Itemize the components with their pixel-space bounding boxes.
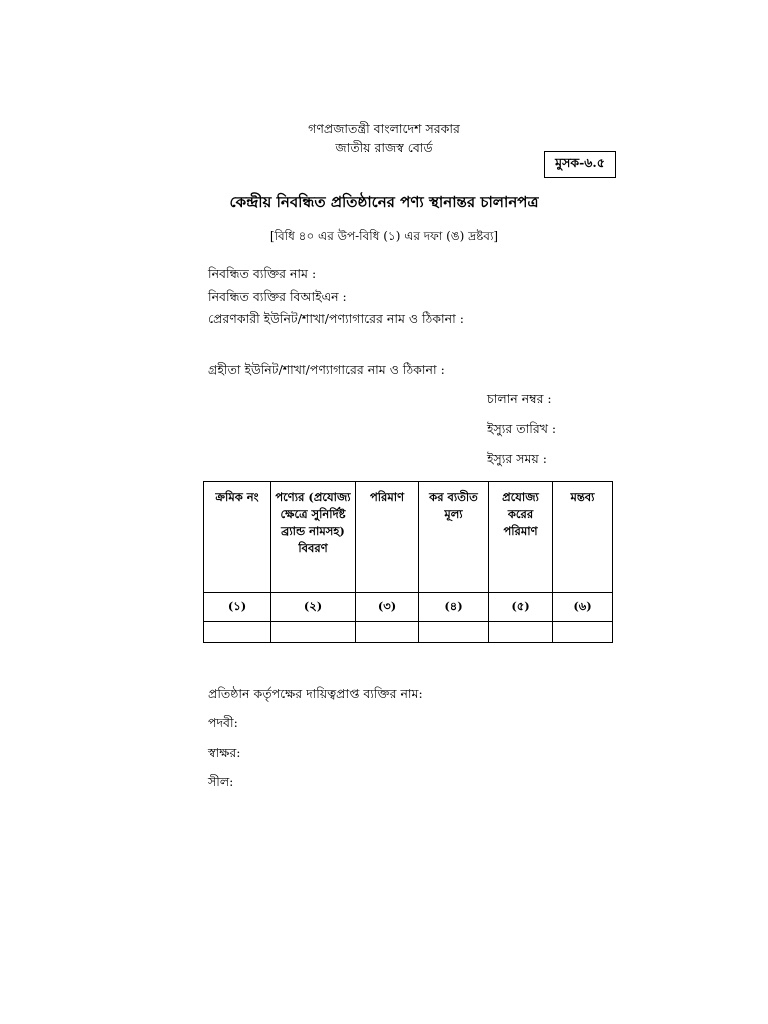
- sender-unit-label: প্রেরণকারী ইউনিট/শাখা/পণ্যাগারের নাম ও ঠিকানা :: [208, 311, 464, 326]
- government-name: গণপ্রজাতন্ত্রী বাংলাদেশ সরকার: [308, 121, 460, 136]
- designation-label: পদবী:: [208, 715, 238, 730]
- receiver-unit-label: গ্রহীতা ইউনিট/শাখা/পণ্যাগারের নাম ও ঠিকানা :: [208, 362, 445, 377]
- issue-time-label: ইস্যুর সময় :: [487, 451, 547, 466]
- column-number: (২): [271, 593, 356, 622]
- column-number: (৫): [489, 593, 553, 622]
- column-number: (৪): [419, 593, 489, 622]
- document-title: কেন্দ্রীয় নিবন্ধিত প্রতিষ্ঠানের পণ্য স্থানান্তর চালানপত্র: [229, 193, 539, 211]
- table-cell: [553, 622, 613, 643]
- col-header-tax-amount: প্রযোজ্য করের পরিমাণ: [489, 482, 553, 593]
- col-header-value-excl-tax: কর ব্যতীত মূল্য: [419, 482, 489, 593]
- table-row: [204, 622, 613, 643]
- table-cell: [489, 622, 553, 643]
- table-header-row: [204, 482, 613, 593]
- form-code-box: [544, 151, 616, 178]
- col-header-serial: ক্রমিক নং: [204, 482, 271, 593]
- invoice-number-label: চালান নম্বর :: [487, 391, 552, 406]
- column-number: (৩): [356, 593, 419, 622]
- column-number: (৬): [553, 593, 613, 622]
- registered-person-name-label: নিবন্ধিত ব্যক্তির নাম :: [208, 266, 317, 281]
- table-cell: [356, 622, 419, 643]
- seal-label: সীল:: [208, 774, 234, 789]
- col-header-quantity: পরিমাণ: [356, 482, 419, 593]
- issue-date-label: ইস্যুর তারিখ :: [487, 421, 557, 436]
- board-name: জাতীয় রাজস্ব বোর্ড: [335, 140, 433, 155]
- responsible-person-name-label: প্রতিষ্ঠান কর্তৃপক্ষের দায়িত্বপ্রাপ্ত ব্যক্তির নাম:: [208, 686, 423, 701]
- table-cell: [271, 622, 356, 643]
- signature-label: স্বাক্ষর:: [208, 745, 241, 760]
- table-cell: [419, 622, 489, 643]
- table-cell: [204, 622, 271, 643]
- registered-person-bin-label: নিবন্ধিত ব্যক্তির বিআইএন :: [208, 289, 347, 304]
- column-number: (১): [204, 593, 271, 622]
- rule-reference: [বিধি ৪০ এর উপ-বিধি (১) এর দফা (ঙ) দ্রষ্টব্য]: [269, 229, 499, 243]
- col-header-description: পণ্যের (প্রযোজ্য ক্ষেত্রে সুনির্দিষ্ট ব্র্যান্ড নামসহ) বিবরণ: [271, 482, 356, 593]
- goods-table: [203, 481, 613, 643]
- form-code: মুসক-৬.৫: [555, 154, 605, 170]
- col-header-remarks: মন্তব্য: [553, 482, 613, 593]
- column-number-row: [204, 593, 613, 622]
